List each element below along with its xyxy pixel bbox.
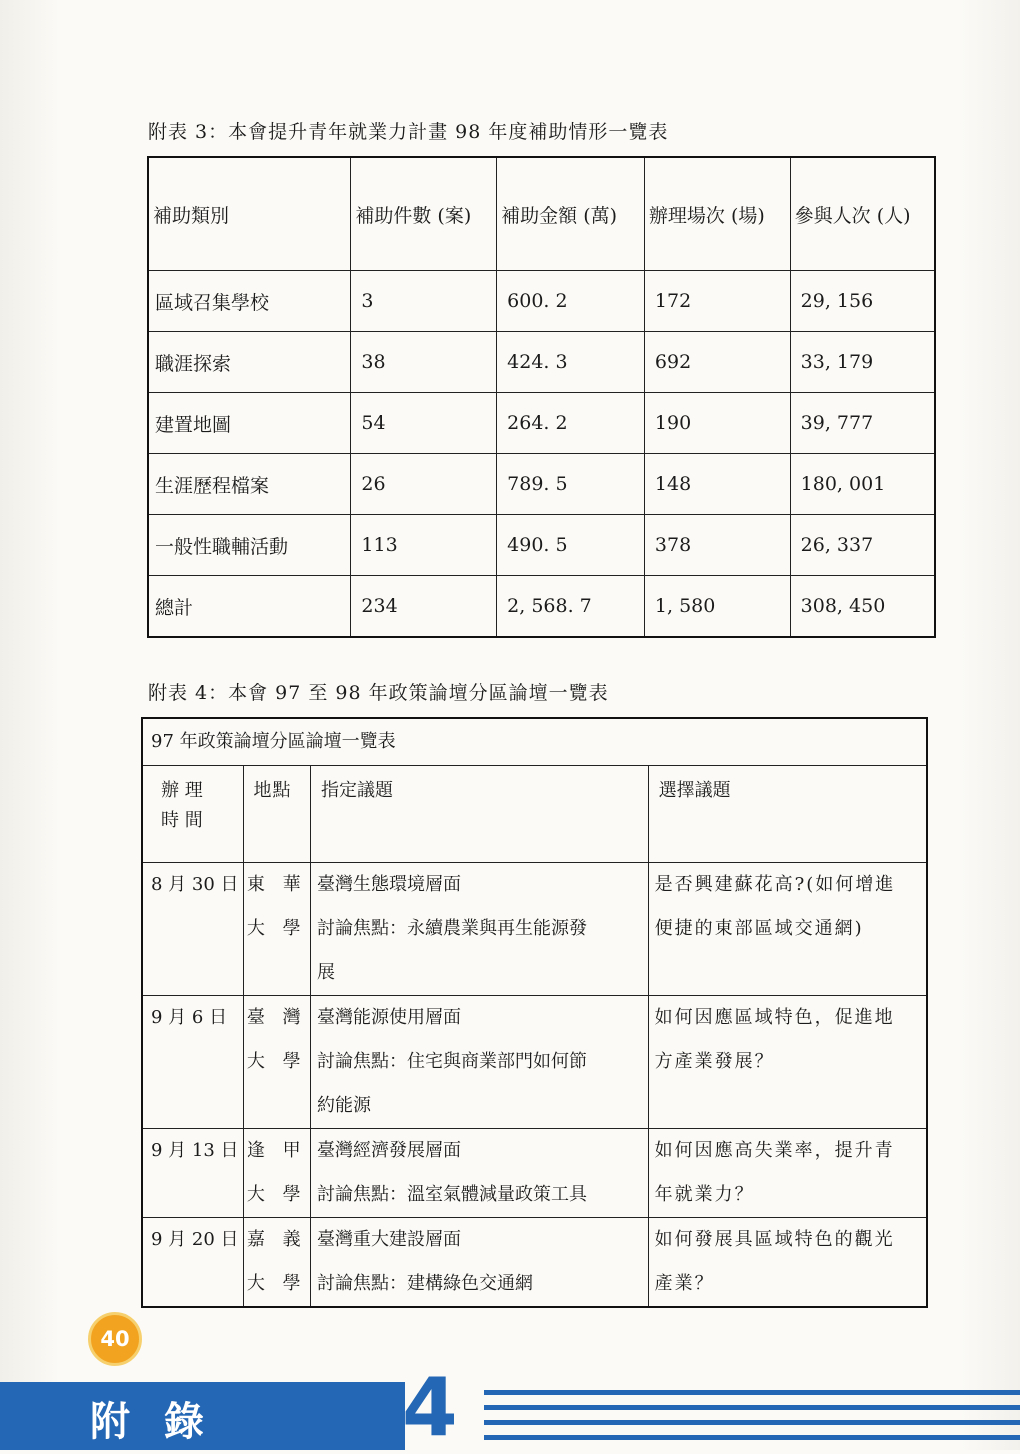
table-title: 97 年政策論壇分區論壇一覽表 (142, 718, 927, 766)
topic-line: 臺灣經濟發展層面 (316, 1140, 461, 1161)
table-row (148, 454, 935, 515)
cases-cell: 3 (351, 271, 497, 332)
date-cell: 9 月 13 日 (142, 1129, 243, 1218)
cases-cell: 113 (351, 515, 497, 576)
place-cell (243, 1129, 310, 1218)
participants-cell: 33, 179 (790, 332, 935, 393)
cases-cell: 54 (351, 393, 497, 454)
sessions-cell: 692 (644, 332, 790, 393)
assigned-topic-cell (310, 863, 648, 996)
header-time-line: 辦 理 (161, 780, 203, 801)
date-cell: 9 月 20 日 (142, 1218, 243, 1308)
table-row (148, 271, 935, 332)
place-line: 大 學 (246, 918, 307, 939)
topic-line: 展 (316, 962, 335, 983)
participants-cell: 180, 001 (790, 454, 935, 515)
amount-cell: 600. 2 (497, 271, 645, 332)
table-row (142, 1218, 927, 1308)
header-cell: 補助件數 (案) (351, 157, 497, 271)
assigned-topic-cell (310, 1129, 648, 1218)
subsidy-table (147, 156, 936, 638)
topic-line: 討論焦點：永續農業與再生能源發 (316, 918, 587, 939)
stripe-line (484, 1390, 1020, 1395)
header-assigned: 指定議題 (310, 766, 648, 863)
cases-cell: 26 (351, 454, 497, 515)
place-cell (243, 1218, 310, 1308)
topic-line: 約能源 (316, 1095, 371, 1116)
amount-cell: 264. 2 (497, 393, 645, 454)
topic-line: 討論焦點：建構綠色交通網 (316, 1273, 533, 1294)
place-line: 逢 甲 (246, 1140, 307, 1161)
participants-cell: 308, 450 (790, 576, 935, 638)
table-row (142, 1129, 927, 1218)
header-cell: 參與人次 (人) (790, 157, 935, 271)
table4-caption: 附表 4：本會 97 至 98 年政策論壇分區論壇一覽表 (148, 682, 609, 704)
forum-table (141, 717, 928, 1308)
stripe-line (484, 1405, 1020, 1410)
assigned-topic-cell (310, 996, 648, 1129)
topic-line: 臺灣能源使用層面 (316, 1007, 461, 1028)
header-chosen: 選擇議題 (648, 766, 927, 863)
place-line: 嘉 義 (246, 1229, 307, 1250)
sessions-cell: 378 (644, 515, 790, 576)
assigned-topic-cell (310, 1218, 648, 1308)
sessions-cell: 172 (644, 271, 790, 332)
sessions-cell: 148 (644, 454, 790, 515)
amount-cell: 789. 5 (497, 454, 645, 515)
table-header-row (148, 157, 935, 271)
page-number-badge: 40 (88, 1312, 142, 1366)
date-cell: 9 月 6 日 (142, 996, 243, 1129)
category-cell: 一般性職輔活動 (148, 515, 351, 576)
topic-line: 討論焦點：住宅與商業部門如何節 (316, 1051, 587, 1072)
chosen-topic-cell (648, 1129, 927, 1218)
header-cell: 辦理場次 (場) (644, 157, 790, 271)
cases-cell: 234 (351, 576, 497, 638)
footer-stripes (484, 1388, 1020, 1444)
participants-cell: 26, 337 (790, 515, 935, 576)
topic-line: 如何因應高失業率，提升青 (654, 1140, 895, 1161)
header-time-line: 時 間 (161, 810, 203, 831)
place-line: 東 華 (246, 874, 307, 895)
table-row (148, 332, 935, 393)
table-row (142, 996, 927, 1129)
chapter-number: 4 (402, 1361, 458, 1454)
stripe-line (484, 1420, 1020, 1425)
amount-cell: 2, 568. 7 (497, 576, 645, 638)
table-title-row (142, 718, 927, 766)
sessions-cell: 190 (644, 393, 790, 454)
topic-line: 是否興建蘇花高?(如何增進 (654, 874, 896, 895)
place-cell (243, 863, 310, 996)
section-title: 附 錄 (90, 1398, 214, 1445)
sessions-cell: 1, 580 (644, 576, 790, 638)
category-cell: 建置地圖 (148, 393, 351, 454)
table3-caption: 附表 3：本會提升青年就業力計畫 98 年度補助情形一覽表 (148, 121, 669, 143)
topic-line: 討論焦點：溫室氣體減量政策工具 (316, 1184, 587, 1205)
amount-cell: 490. 5 (497, 515, 645, 576)
topic-line: 如何因應區域特色，促進地 (654, 1007, 895, 1028)
stripe-line (484, 1435, 1020, 1440)
category-cell: 區域召集學校 (148, 271, 351, 332)
place-line: 大 學 (246, 1184, 307, 1205)
chosen-topic-cell (648, 863, 927, 996)
place-line: 臺 灣 (246, 1007, 307, 1028)
participants-cell: 29, 156 (790, 271, 935, 332)
table-header-row (142, 766, 927, 863)
topic-line: 方產業發展？ (654, 1051, 775, 1072)
place-cell (243, 996, 310, 1129)
date-cell: 8 月 30 日 (142, 863, 243, 996)
header-cell: 補助類別 (148, 157, 351, 271)
topic-line: 年就業力？ (654, 1184, 755, 1205)
header-time (142, 766, 243, 863)
place-line: 大 學 (246, 1273, 307, 1294)
topic-line: 臺灣生態環境層面 (316, 874, 461, 895)
category-cell: 生涯歷程檔案 (148, 454, 351, 515)
header-place: 地點 (243, 766, 310, 863)
header-cell: 補助金額 (萬) (497, 157, 645, 271)
category-cell: 總計 (148, 576, 351, 638)
category-cell: 職涯探索 (148, 332, 351, 393)
topic-line: 臺灣重大建設層面 (316, 1229, 461, 1250)
cases-cell: 38 (351, 332, 497, 393)
chosen-topic-cell (648, 996, 927, 1129)
table-total-row (148, 576, 935, 638)
table-row (142, 863, 927, 996)
participants-cell: 39, 777 (790, 393, 935, 454)
table-row (148, 393, 935, 454)
topic-line: 產業？ (654, 1273, 715, 1294)
table-row (148, 515, 935, 576)
topic-line: 便捷的東部區域交通網) (654, 918, 864, 939)
chosen-topic-cell (648, 1218, 927, 1308)
place-line: 大 學 (246, 1051, 307, 1072)
amount-cell: 424. 3 (497, 332, 645, 393)
topic-line: 如何發展具區域特色的觀光 (654, 1229, 895, 1250)
